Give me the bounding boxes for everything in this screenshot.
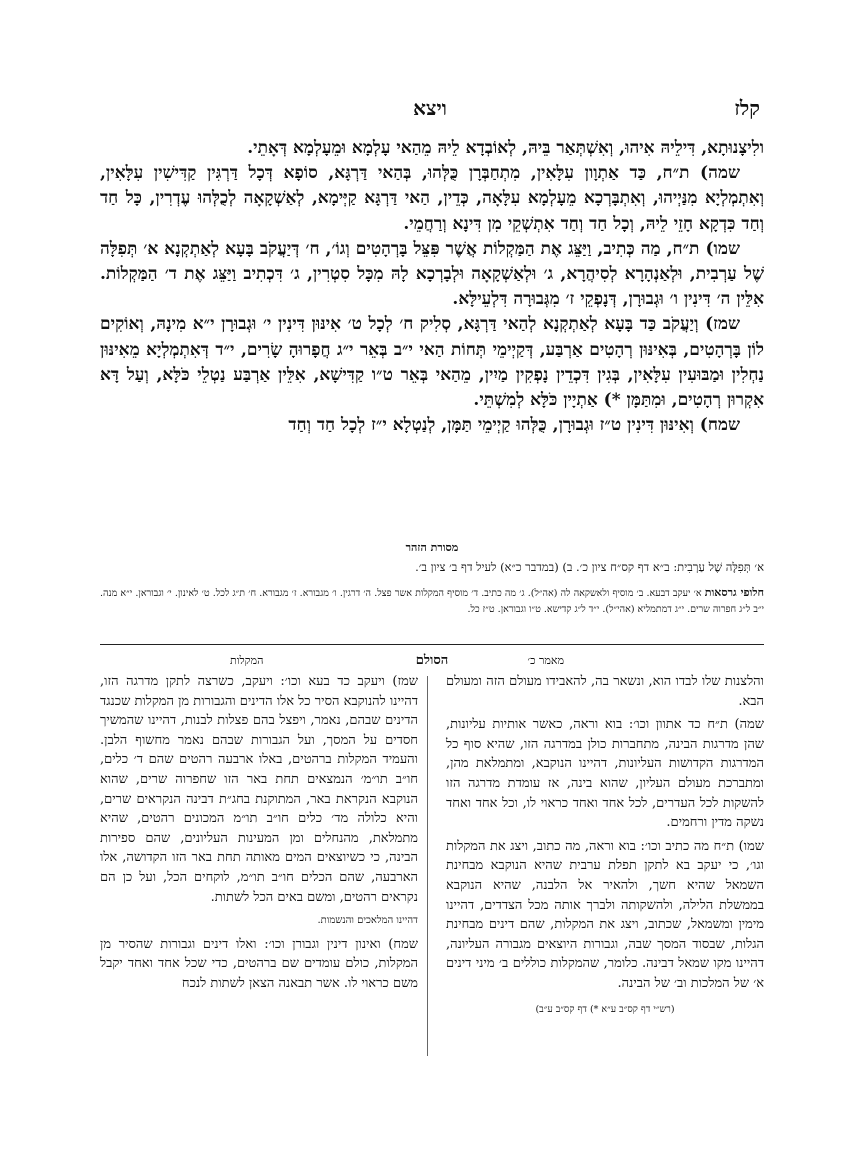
sulam-title: הסולם: [415, 653, 449, 668]
column-rule: [427, 676, 428, 1056]
sulam-header: [100, 654, 764, 674]
sulam-right-column: [446, 672, 764, 1019]
main-paragraph: ולִיצָנוּתָא, דִּילֵיהּ אִיהוּ, וְאִשְׁתְּאַר בֵּיהּ, לְאוֹבְדָא לֵיהּ מֵהַאי עָלְמָא וּמֵעָלְמָא דְּאָתֵי.: [247, 138, 764, 158]
page-number: קלז: [734, 96, 760, 120]
column-footnote: (רש״י דף קס״ב ע״א *) דף קס״ב ע״ב): [535, 1003, 675, 1015]
maamar-label: מאמר כ׳: [527, 654, 564, 667]
parasha-title: ויצא: [413, 96, 447, 120]
sulam-paragraph: שמה) ת״ח כד אתוון וכו׳: בוא וראה, כאשר אותיות עליונות, שהן מדרגות הבינה, מתחברות כולן במדרגה הזו, שהיא סוף כל המדרגות הקדושות העליונות, דהיינו הנוקבא, ומתמלאת מהן, ומתברכת מעולם העליון, שהוא בינה, אז עומדת מדרגה הזו להשקות לכל העדרים, לכל אחד ואחד כראוי לו, וכל אחד ואחד נשקה מדין ורחמים.: [446, 717, 764, 831]
sulam-paragraph: שמז) ויעקב כד בעא וכו׳: ויעקב, כשרצה לתקן מדרגה הזו, דהיינו להנוקבא הסיר כל אלו הדינים והגבורות מן המקלות שכנגד הדינים שבהם, נאמר, ויפצל בהם פצלות לבנות, דהיינו שהמשיך חסדים על המסך, ועל הגבורות שבהם נאמר מחשוף הלבן. והעמיד המקלות ברהטים, באלו ארבעה רהטים שהם ד׳ כלים, חו״ב תו״מ׳ הנמצאים תחת באר הזו שחפרוה שרים, שהוא הנוקבא הנקראת באר, המתוקנת בחג״ת דבינה הנקראים שרים, והיא כלולה מד׳ כלים חו״ב תו״מ המכונים רהטים, שהיא מתמלאת, מהנחלים ומן המעינות העליונים, שהם ספירות הבינה, כי כשיוצאים המים מאותה תחת באר הזו הקדושה, אלו הארבעה, שהם הכלים חו״ב תו״מ, לוקחים הכל, ועל כן הם נקראים רהטים, ומשם באים הכל לשתות.: [100, 674, 418, 905]
main-paragraph: שמז) וְיַעֲקֹב כַּד בָּעָא לְאַתְקְנָא לְהַאי דַּרְגָּא, סְלִיק ח׳ לְכָל ט׳ אִינּוּן דִּינִין י׳ וּגְבוּרָן י״א מִינָהּ, וְאוֹקִים לוֹן בָּרְהָטִים, בְּאִינּוּן רְהָטִים אַרְבַּע, דְּקַיְימֵי תְּחוֹת הַאי י״ב בְּאֵר י״ג חֲפָרוּהָ שָׂרִים, י״ד דְּאִתְמְלְיָא מֵאִינּוּן נַחְלִין וּמַבּוּעִין עִלָּאִין, בְּגִין דִּכְדֵין נָפְקִין מַיִין, מֵהַאי בְּאֵר ט״ו קַדִּישָׁא, אִלֵּין אַרְבַּע נַטְלֵי כֹּלָּא, וְעַל דָּא אִקְרוּן רְהָטִים, וּמִתַּמָּן *) אַתְיָין כֹּלָּא לְמִשְׁתֵּי.: [100, 314, 764, 411]
variants-text: א׳ יעקב דבעא. ב׳ מוסיף ולאשקאה לה (אה״ל). ג׳ מה כתיב. ד׳ מוסיף המקלות אשר פצל. ה׳ דרגין. ו׳ מגבורא. ז׳ מגבורא. ח׳ ת״ג לכל. ט׳ לאינון. י׳ וגבוראן. י״א מנה. י״ב ל״ג חפרוה שרים. י״ג דמתמליא (אהי״ל). י״ד ל״ג קדישא. ט״ו וגבוראן. ט״ז כל.: [100, 588, 764, 615]
sulam-paragraph: שמו) ת״ח מה כתיב וכו׳: בוא וראה, מה כתוב, ויצג את המקלות וגו׳, כי יעקב בא לתקן תפלת ערבית שהיא הנוקבא מבחינת השמאל שהיא חשך, ולהאיר אל הלבנה, שהיא הנוקבא בממשלת הלילה, ולהשקותה ולברך אותה מכל הצדדים, דהיינו מימין ומשמאל, שכתוב, ויצג את המקלות, שהם דינים מבחינת הגלות, שבסוד המסך שבה, וגבורות היוצאים מגבורה העליונה, דהיינו מקו שמאל דבינה. כלומר, שהמקלות כוללים ב׳ מיני דינים א׳ של המלכות וב׳ של הבינה.: [446, 838, 764, 991]
main-paragraph: שמה) ת״ח, כַּד אַתְוָון עִלָּאִין, מִתְחַבְּרָן כֻּלְּהוּ, בְּהַאי דַּרְגָּא, סוֹפָא דְּכָל דַּרְגִּין קַדִּישִׁין עִלָּאִין, וְאִתְמְלְיָא מִנַּיְיהוּ, וְאִתְבָּרְכָא מֵעָלְמָא עִלָּאָה, כְּדֵין, הַאי דַּרְגָּא קַיְּימָא, לְאַשְׁקָאָה לְכֻלְּהוּ עֶדְרִין, כָּל חַד וְחַד כִּדְקָא חָזֵי לֵיהּ, וְכָל חַד וְחַד אִתְשְׁקֵי מִן דִּינָא וְרַחֲמֵי.: [100, 163, 764, 234]
sulam-left-column: [100, 672, 418, 998]
variant-readings: [100, 585, 764, 618]
sulam-paragraph: והלצנות שלו לבדו הוא, ונשאר בה, להאבידו מעולם הזה ומעולם הבא.: [446, 674, 764, 709]
sulam-paragraph: שמח) ואינון דינין וגבורן וכו׳: ואלו דינים וגבורות שהסיר מן המקלות, כולם עומדים שם ברהטים, כדי שכל אחד ואחד יקבל משם כראוי לו. אשר תבאנה הצאן לשתות לנכח: [100, 936, 418, 991]
masoret-line: א׳ תְּפִלָּה שֶׁל עַרְבִית: ב״א דף קס״ח ציון כ׳. ב) (במדבר כ״א) לעיל דף ב׳ ציון ב׳.: [415, 560, 764, 574]
section-divider: [100, 644, 764, 645]
topic-label: המקלות: [230, 654, 264, 667]
variants-label: חלופי גרסאות: [704, 586, 764, 599]
zohar-main-text: [100, 136, 764, 438]
sulam-note: דהיינו המלאכים והנשמות.: [317, 915, 418, 927]
running-header: [100, 96, 760, 126]
main-paragraph: שמו) ת״ח, מַה כְּתִיב, וַיַּצֵּג אֶת הַמַּקְלוֹת אֲשֶׁר פִּצֵּל בָּרְהָטִים וְגוֹ׳, ח׳ דְּיַעֲקֹב בָּעָא לְאַתְקְנָא א׳ תְּפִלָּה שֶׁל עַרְבִית, וּלְאַנְהָרָא לְסִיהֲרָא, ג׳ וּלְאַשְׁקָאָה וּלְבָרְכָא לָהּ מִכָּל סִטְרִין, ג׳ דִּכְתִיב וַיַּצֵּג אֶת ד׳ הַמַּקְלוֹת. אִלֵּין ה׳ דִּינִין ו׳ וּגְבוּרָן, דְּנָפְקֵי ז׳ מִגְּבוּרָה דִּלְעֵילָּא.: [100, 238, 764, 310]
main-paragraph: שמח) וְאִינּוּן דִּינִין ט״ז וּגְבוּרָן, כֻּלְּהוּ קַיְימֵי תַּמָּן, לְנַטְלָא י״ז לְכָל חַד וְחַד: [288, 415, 740, 436]
masoret-hazohar: [100, 541, 764, 576]
masoret-heading: מסורת הזהר: [405, 541, 459, 554]
